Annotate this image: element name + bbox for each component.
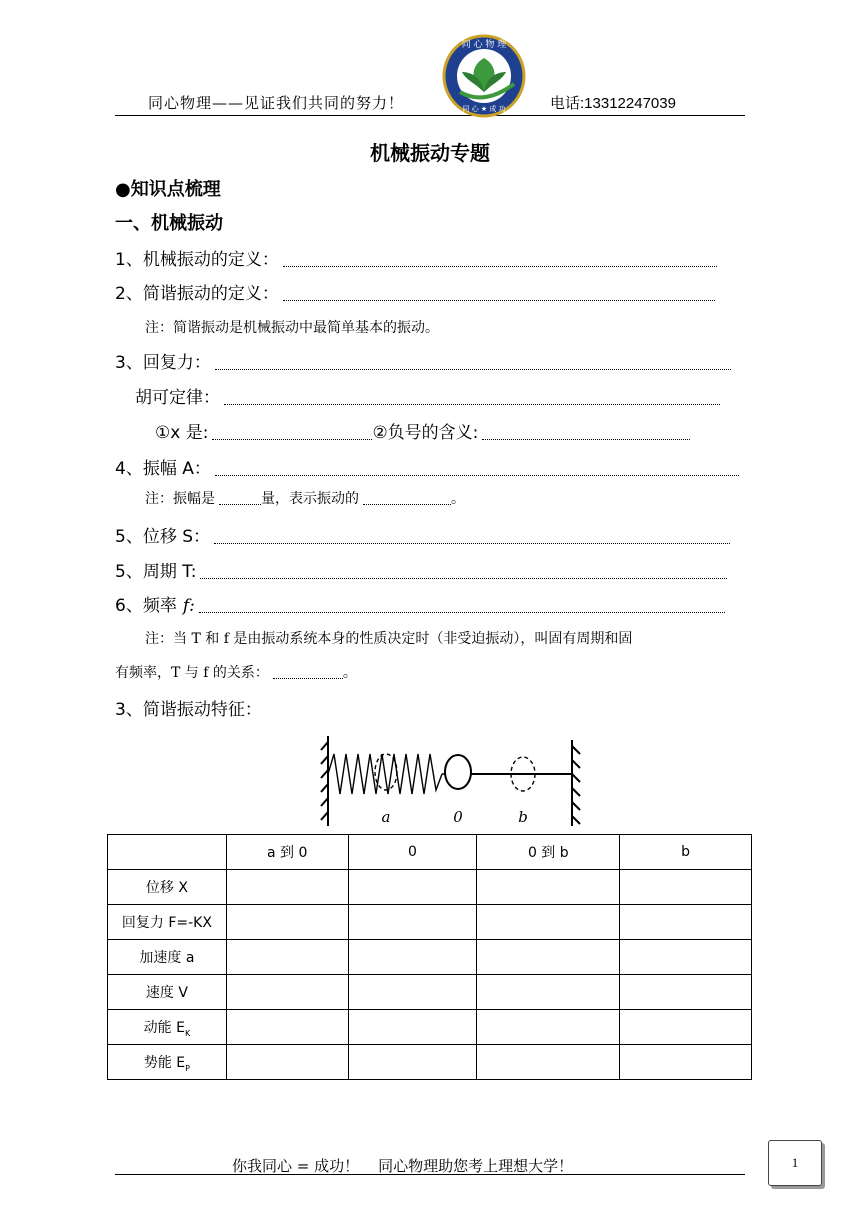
item-restoring-force: 3、回复力： (115, 348, 731, 373)
answer-cell[interactable] (620, 870, 752, 905)
section-heading-mechanical-vibration: 一、机械振动 (115, 213, 223, 234)
section-heading-knowledge: ●知识点梳理 (115, 179, 221, 200)
answer-cell[interactable] (477, 905, 620, 940)
header-divider (115, 115, 745, 116)
item-frequency: 6、频率 f: (115, 591, 725, 616)
shm-feature-table (107, 834, 752, 1080)
header-slogan: 同心物理——见证我们共同的努力！ (148, 94, 405, 112)
fill-blank (224, 403, 720, 405)
answer-cell[interactable] (477, 975, 620, 1010)
fill-blank (214, 542, 730, 544)
item-shm-features: 3、简谐振动特征： (115, 700, 262, 720)
mass-ball (445, 755, 471, 789)
answer-cell[interactable] (620, 1045, 752, 1080)
answer-cell[interactable] (226, 1010, 348, 1045)
item-definition-shm: 2、简谐振动的定义： (115, 279, 715, 304)
fill-blank (219, 503, 261, 505)
item-hooke-parts: ①x 是: ②负号的含义: (155, 418, 690, 443)
svg-text:同 心 ★ 成 功: 同 心 ★ 成 功 (462, 105, 506, 113)
answer-cell[interactable] (620, 940, 752, 975)
fill-blank (482, 438, 690, 440)
answer-cell[interactable] (348, 870, 477, 905)
right-wall (572, 740, 580, 826)
fill-blank (363, 503, 451, 505)
footer-divider (115, 1174, 745, 1175)
answer-cell[interactable] (348, 940, 477, 975)
answer-cell[interactable] (348, 975, 477, 1010)
answer-cell[interactable] (348, 905, 477, 940)
item-displacement: 5、位移 S： (115, 522, 730, 547)
row-label: 加速度 a (108, 940, 227, 975)
note-period-frequency-line1: 注：当 T 和 f 是由振动系统本身的性质决定时（非受迫振动），叫固有周期和固 (145, 631, 633, 647)
row-label: 动能 $E_K$ (108, 1010, 227, 1045)
fill-blank (283, 299, 715, 301)
item-hooke-law: 胡可定律： (135, 383, 720, 408)
fill-blank (199, 611, 725, 613)
table-row (108, 1045, 752, 1080)
svg-text:b: b (518, 808, 528, 826)
answer-cell[interactable] (226, 975, 348, 1010)
answer-cell[interactable] (477, 870, 620, 905)
answer-cell[interactable] (620, 1010, 752, 1045)
fill-blank (273, 677, 343, 679)
item-period: 5、周期 T: (115, 557, 727, 582)
answer-cell[interactable] (477, 940, 620, 975)
page-title: 机械振动专题 (370, 141, 490, 165)
fill-blank (215, 368, 731, 370)
answer-cell[interactable] (620, 975, 752, 1010)
fill-blank (283, 265, 717, 267)
table-header-row (108, 835, 752, 870)
svg-text:同 心 物 理: 同 心 物 理 (461, 40, 507, 50)
answer-cell[interactable] (348, 1010, 477, 1045)
note-period-frequency-line2: 有频率，T 与 f 的关系： 。 (115, 665, 357, 681)
answer-cell[interactable] (226, 870, 348, 905)
answer-cell[interactable] (348, 1045, 477, 1080)
spring-mass-figure (318, 730, 590, 830)
footer-slogan: 你我同心 = 成功！ 同心物理助您考上理想大学！ (232, 1157, 574, 1175)
row-label: 势能 $E_P$ (108, 1045, 227, 1080)
answer-cell[interactable] (226, 940, 348, 975)
page-number: 1 (768, 1140, 822, 1186)
row-label: 回复力 F=-KX (108, 905, 227, 940)
table-row (108, 940, 752, 975)
table-row (108, 1010, 752, 1045)
item-amplitude: 4、振幅 A： (115, 454, 739, 479)
brand-logo (440, 34, 530, 118)
fill-blank (200, 577, 727, 579)
spring (328, 754, 442, 794)
left-wall (321, 736, 328, 826)
row-label: 位移 X (108, 870, 227, 905)
table-row (108, 905, 752, 940)
answer-cell[interactable] (477, 1010, 620, 1045)
fill-blank (212, 438, 372, 440)
table-header-cell: a 到 0 (226, 835, 348, 870)
note-shm: 注：简谐振动是机械振动中最简单基本的振动。 (145, 320, 439, 336)
header-phone: 电话:13312247039 (550, 95, 676, 112)
table-header-cell (108, 835, 227, 870)
table-header-cell: 0 到 b (477, 835, 620, 870)
table-header-cell: 0 (348, 835, 477, 870)
table-row (108, 870, 752, 905)
fill-blank (215, 474, 739, 476)
svg-text:a: a (381, 808, 391, 826)
answer-cell[interactable] (620, 905, 752, 940)
svg-text:0: 0 (453, 808, 463, 826)
answer-cell[interactable] (226, 1045, 348, 1080)
answer-cell[interactable] (477, 1045, 620, 1080)
table-header-cell: b (620, 835, 752, 870)
table-row (108, 975, 752, 1010)
answer-cell[interactable] (226, 905, 348, 940)
row-label: 速度 V (108, 975, 227, 1010)
item-definition-mechanical: 1、机械振动的定义： (115, 245, 717, 270)
note-amplitude: 注：振幅是 量，表示振动的 。 (145, 491, 465, 507)
